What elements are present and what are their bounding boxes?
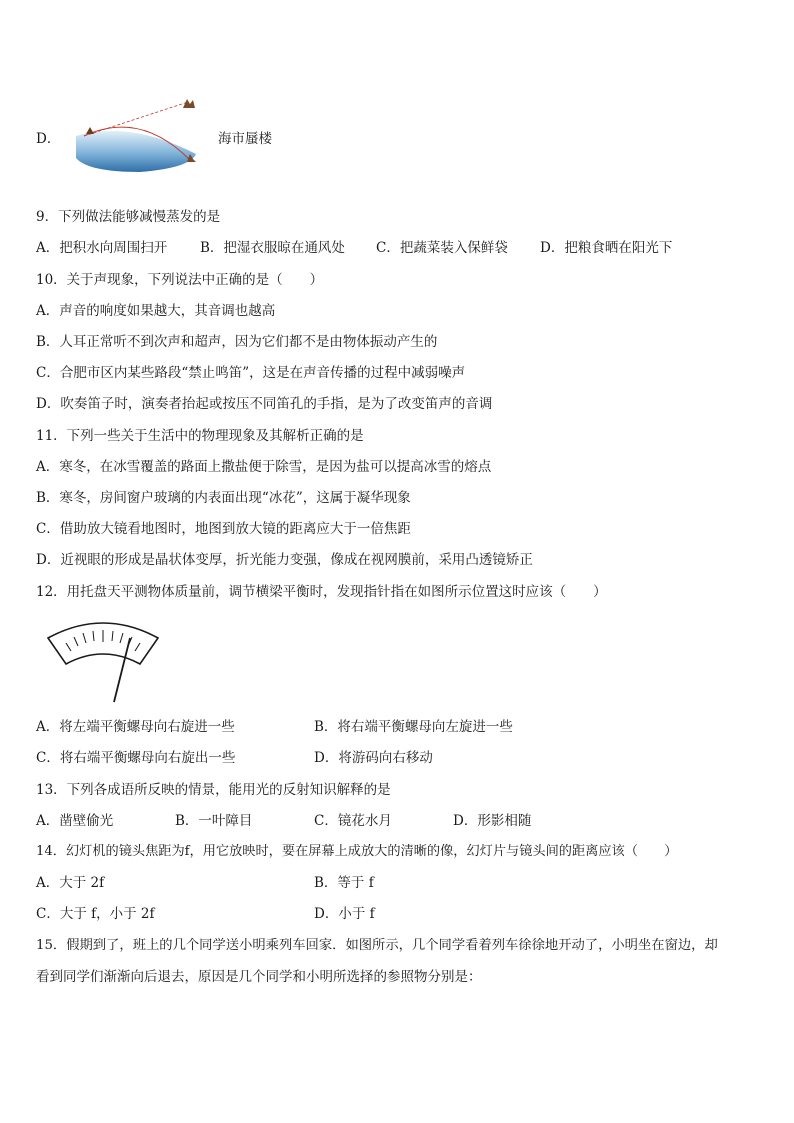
q15-stem-line-2: 看到同学们渐渐向后退去，原因是几个同学和小明所选择的参照物分别是： [36,969,482,985]
q12-option-a: A．将左端平衡螺母向右旋进一些 [36,719,235,735]
mirage-figure [70,96,206,176]
q14-option-a: A．大于 2f [36,875,105,891]
q13-option-c: C．镜花水月 [314,813,392,829]
dial-outline [48,623,158,664]
q11-option-c: C．借助放大镜看地图时，地图到放大镜的距离应大于一倍焦距 [36,521,411,537]
q13-option-b: B．一叶障目 [175,813,253,829]
sea-shape [76,131,196,172]
q13-option-d: D．形影相随 [453,813,532,829]
q14-stem: 14．幻灯机的镜头焦距为f，用它放映时，要在屏幕上成放大的清晰的像，幻灯片与镜头间的距离应该（ ） [36,844,678,859]
dial-pointer [114,638,130,702]
q12-option-b: B．将右端平衡螺母向左旋进一些 [314,719,513,735]
q10-option-d: D．吹奏笛子时，演奏者抬起或按压不同笛孔的手指，是为了改变笛声的音调 [36,396,493,412]
q13-option-a: A．凿壁偷光 [36,813,114,829]
q9-option-d: D．把粮食晒在阳光下 [540,240,673,256]
q14-option-b: B．等于 f [314,875,374,891]
q9-stem: 9．下列做法能够减慢蒸发的是 [36,209,221,225]
q8-option-d-caption: 海市蜃楼 [218,131,272,147]
q15-stem-line-1: 15．假期到了，班上的几个同学送小明乘列车回家．如图所示，几个同学看着列车徐徐地开动了，小明坐在窗边，却 [36,938,718,953]
q12-option-d: D．将游码向右移动 [314,750,433,766]
q8-option-d-label: D． [36,131,61,147]
q10-stem: 10．关于声现象，下列说法中正确的是（ ） [36,272,324,288]
q10-option-b: B．人耳正常听不到次声和超声，因为它们都不是由物体振动产生的 [36,334,438,350]
q12-option-c: C．将右端平衡螺母向右旋出一些 [36,750,236,766]
q11-option-a: A．寒冬，在冰雪覆盖的路面上撒盐便于除雪，是因为盐可以提高冰雪的熔点 [36,459,492,475]
q10-option-c: C．合肥市区内某些路段“禁止鸣笛”，这是在声音传播的过程中减弱噪声 [36,365,466,381]
q12-stem: 12．用托盘天平测物体质量前，调节横梁平衡时，发现指针指在如图所示位置这时应该（ ） [36,584,607,600]
mirage-image-icon [183,99,195,108]
q11-option-d: D．近视眼的形成是晶状体变厚，折光能力变强，像成在视网膜前，采用凸透镜矫正 [36,552,533,568]
q11-option-b: B．寒冬，房间窗户玻璃的内表面出现“冰花”，这属于凝华现象 [36,490,411,506]
balance-scale-dial [44,614,162,706]
q10-option-a: A．声音的响度如果越大，其音调也越高 [36,303,276,319]
q13-stem: 13．下列各成语所反映的情景，能用光的反射知识解释的是 [36,782,391,798]
q9-option-b: B．把湿衣服晾在通风处 [200,240,345,256]
q11-stem: 11．下列一些关于生活中的物理现象及其解析正确的是 [36,428,364,444]
q14-option-d: D．小于 f [314,906,375,922]
line-of-sight [84,102,188,136]
observer-icon [86,127,94,134]
q9-option-c: C．把蔬菜装入保鲜袋 [376,240,508,256]
q9-option-a: A．把积水向周围扫开 [36,240,168,256]
q14-option-c: C．大于 f，小于 2f [36,906,155,922]
